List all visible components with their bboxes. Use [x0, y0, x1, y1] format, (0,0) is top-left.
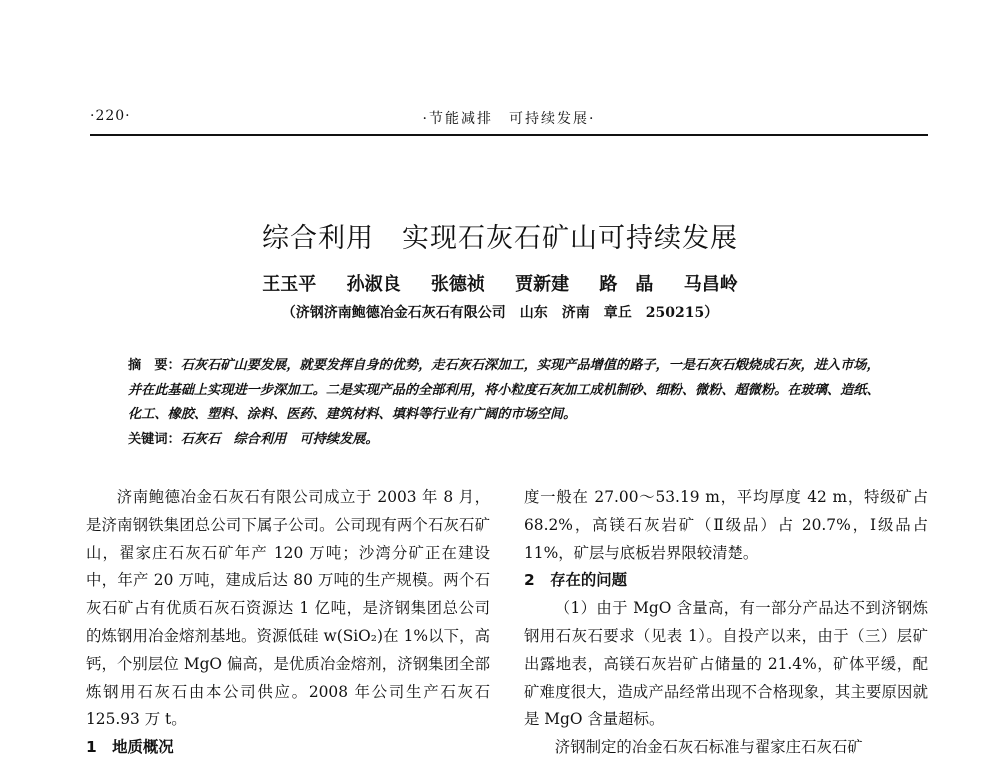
page-header	[90, 108, 928, 130]
title-part-1: 综合利用	[262, 223, 374, 255]
section-heading: 2 存在的问题	[524, 571, 628, 590]
author-list	[0, 270, 1000, 296]
keywords	[128, 428, 888, 453]
author-name: 孙淑良	[346, 274, 401, 295]
author-name: 贾新建	[515, 274, 570, 295]
author-name: 路 晶	[599, 274, 654, 295]
body-column-right	[524, 484, 928, 762]
affiliation: （济钢济南鲍德冶金石灰石有限公司 山东 济南 章丘 250215）	[281, 305, 719, 321]
abstract-text: 石灰石矿山要发展，就要发挥自身的优势，走石灰石深加工，实现产品增值的路子，一是石灰石煅烧成石灰，进入市场，并在此基础上实现进一步深加工。二是实现产品的全部利用，将小粒度石灰加工成机制砂、细粉、微粉、超微粉。在玻璃、造纸、化工、橡胶、塑料、涂料、医药、建筑材料、填料等行业有广阔的市场空间。	[128, 358, 880, 422]
body-paragraph: 度一般在 27.00～53.19 m，平均厚度 42 m，特级矿占 68.2%，高镁石灰岩矿（Ⅱ级品）占 20.7%，Ⅰ级品占 11%，矿层与底板岩界限较清楚。	[524, 488, 928, 562]
author-name: 马昌岭	[683, 274, 738, 295]
header-rule	[90, 134, 928, 136]
keywords-text: 石灰石 综合利用 可持续发展。	[180, 432, 379, 447]
title-part-2: 实现石灰石矿山可持续发展	[402, 223, 738, 255]
running-title: ·节能减排 可持续发展·	[422, 111, 596, 127]
body-paragraph: 济钢制定的冶金石灰石标准与翟家庄石灰石矿	[554, 738, 863, 757]
author-name: 王玉平	[262, 274, 317, 295]
page-number: ·220·	[90, 108, 131, 124]
body-paragraph: （1）由于 MgO 含量高，有一部分产品达不到济钢炼钢用石灰石要求（见表 1）。自投产以来，由于（三）层矿出露地表，高镁石灰岩矿占储量的 21.4%，矿体平缓，配矿难度很大，造成产品经常出现不合格现象，其主要原因就是 MgO 含量超标。	[524, 599, 928, 729]
keywords-label: 关键词：	[128, 432, 181, 447]
body-column-left	[86, 484, 490, 762]
abstract	[128, 354, 888, 428]
article-title	[0, 216, 1000, 255]
author-name: 张德祯	[430, 274, 485, 295]
body-paragraph: 济南鲍德冶金石灰石有限公司成立于 2003 年 8 月，是济南钢铁集团总公司下属子公司。公司现有两个石灰石矿山，翟家庄石灰石矿年产 120 万吨；沙湾分矿正在建设中，年产 20 万吨，建成后达 80 万吨的生产规模。两个石灰石矿占有优质石灰石资源达 1 亿吨，是济钢集团总公司的炼钢用冶金熔剂基地。资源低硅 w(SiO₂)在 1%以下，高钙，个别层位 MgO 偏高，是优质冶金熔剂，济钢集团全部炼钢用石灰石由本公司供应。2008 年公司生产石灰石 125.93 万 t。	[86, 488, 490, 729]
section-heading: 1 地质概况	[86, 738, 174, 757]
abstract-label: 摘 要：	[128, 358, 181, 373]
